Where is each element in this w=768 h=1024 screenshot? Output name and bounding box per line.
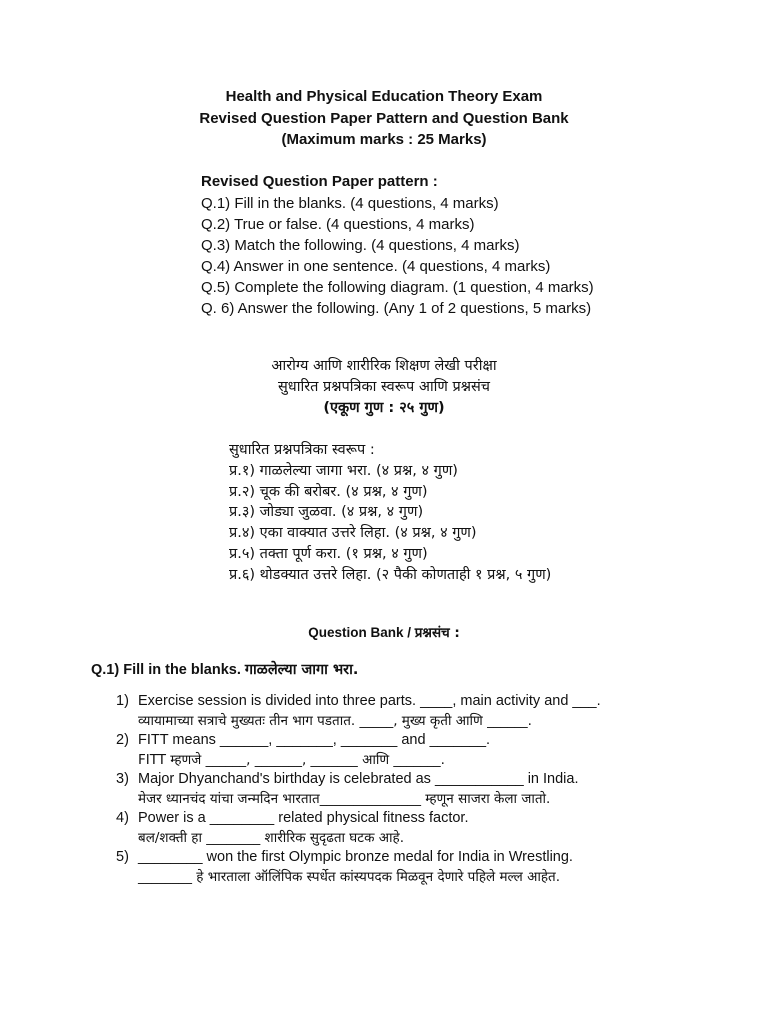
marathi-maximum-marks: (एकूण गुण : २५ गुण) (323, 400, 445, 416)
pattern-item: Q.4) Answer in one sentence. (4 questions, 4 marks) (201, 257, 551, 275)
marathi-pattern-item: प्र.३) जोड्या जुळवा. (४ प्रश्न, ४ गुण) (229, 504, 424, 521)
question-item (116, 848, 601, 887)
pattern-heading: Revised Question Paper pattern : (201, 173, 438, 190)
document-subtitle: Revised Question Paper Pattern and Question Bank (199, 109, 569, 127)
pattern-item: Q. 6) Answer the following. (Any 1 of 2 questions, 5 marks) (201, 299, 592, 317)
pattern-item: Q.5) Complete the following diagram. (1 question, 4 marks) (201, 278, 594, 296)
marathi-pattern-item: प्र.५) तक्ता पूर्ण करा. (१ प्रश्न, ४ गुण) (229, 545, 428, 562)
marathi-title-block (0, 356, 768, 419)
marathi-pattern-section (229, 440, 551, 586)
question-item (116, 731, 601, 770)
question-text-en: Exercise session is divided into three parts. ____, main activity and ___. (138, 693, 601, 709)
marathi-pattern-item: प्र.६) थोडक्यात उत्तरे लिहा. (२ पैकी कोणताही १ प्रश्न, ५ गुण) (229, 566, 552, 583)
q1-heading (91, 660, 358, 680)
marathi-pattern-heading: सुधारित प्रश्नपत्रिका स्वरूप : (229, 442, 375, 458)
pattern-item: Q.1) Fill in the blanks. (4 questions, 4 marks) (201, 194, 499, 212)
question-text-en: ________ won the first Olympic bronze medal for India in Wrestling. (138, 849, 573, 865)
question-bank-heading (0, 624, 768, 642)
question-text-mr: मेजर ध्यानचंद यांचा जन्मदिन भारतात_______________ म्हणून साजरा केला जातो. (138, 790, 551, 807)
question-text-en: FITT means ______, _______, _______ and _______. (138, 732, 491, 748)
pattern-item: Q.3) Match the following. (4 questions, 4 marks) (201, 236, 520, 254)
question-bank-heading-en: Question Bank / (308, 625, 415, 640)
question-text-mr: ________ हे भारताला ऑलिंपिक स्पर्धेत कांस्यपदक मिळवून देणारे पहिले मल्ल आहेत. (138, 868, 561, 885)
pattern-item: Q.2) True or false. (4 questions, 4 marks) (201, 215, 475, 233)
question-number: 4) (116, 810, 129, 826)
question-text-en: Major Dhyanchand's birthday is celebrated as ___________ in India. (138, 771, 579, 787)
marathi-pattern-item: प्र.४) एका वाक्यात उत्तरे लिहा. (४ प्रश्न, ४ गुण) (229, 525, 477, 542)
question-text-en: Power is a ________ related physical fitness factor. (138, 810, 469, 826)
marathi-title: आरोग्य आणि शारीरिक शिक्षण लेखी परीक्षा (271, 358, 497, 374)
question-item (116, 692, 601, 731)
question-number: 1) (116, 693, 129, 709)
question-text-mr: बल/शक्ती हा ________ शारीरिक सुदृढता घटक आहे. (138, 829, 405, 846)
question-bank-heading-mr: प्रश्नसंच : (414, 625, 460, 641)
question-item (116, 809, 601, 848)
question-number: 5) (116, 849, 129, 865)
question-number: 3) (116, 771, 129, 787)
document-title-block (0, 86, 768, 151)
pattern-section (201, 171, 594, 319)
q1-question-list (116, 692, 601, 887)
question-item (116, 770, 601, 809)
document-title: Health and Physical Education Theory Exam (225, 88, 543, 105)
question-text-mr: FITT म्हणजे ______, _______, _______ आणि _______. (138, 751, 445, 768)
q1-heading-en: Q.1) Fill in the blanks. (91, 662, 245, 678)
question-number: 2) (116, 732, 129, 748)
marathi-pattern-item: प्र.२) चूक की बरोबर. (४ प्रश्न, ४ गुण) (229, 483, 428, 500)
marathi-pattern-item: प्र.१) गाळलेल्या जागा भरा. (४ प्रश्न, ४ गुण) (229, 462, 458, 479)
q1-heading-mr: गाळलेल्या जागा भरा. (244, 662, 359, 678)
maximum-marks: (Maximum marks : 25 Marks) (281, 131, 487, 148)
question-text-mr: व्यायामाच्या सत्राचे मुख्यतः तीन भाग पडतात. _____, मुख्य कृती आणि ______. (138, 712, 532, 729)
marathi-subtitle: सुधारित प्रश्नपत्रिका स्वरूप आणि प्रश्नसंच (277, 379, 491, 395)
